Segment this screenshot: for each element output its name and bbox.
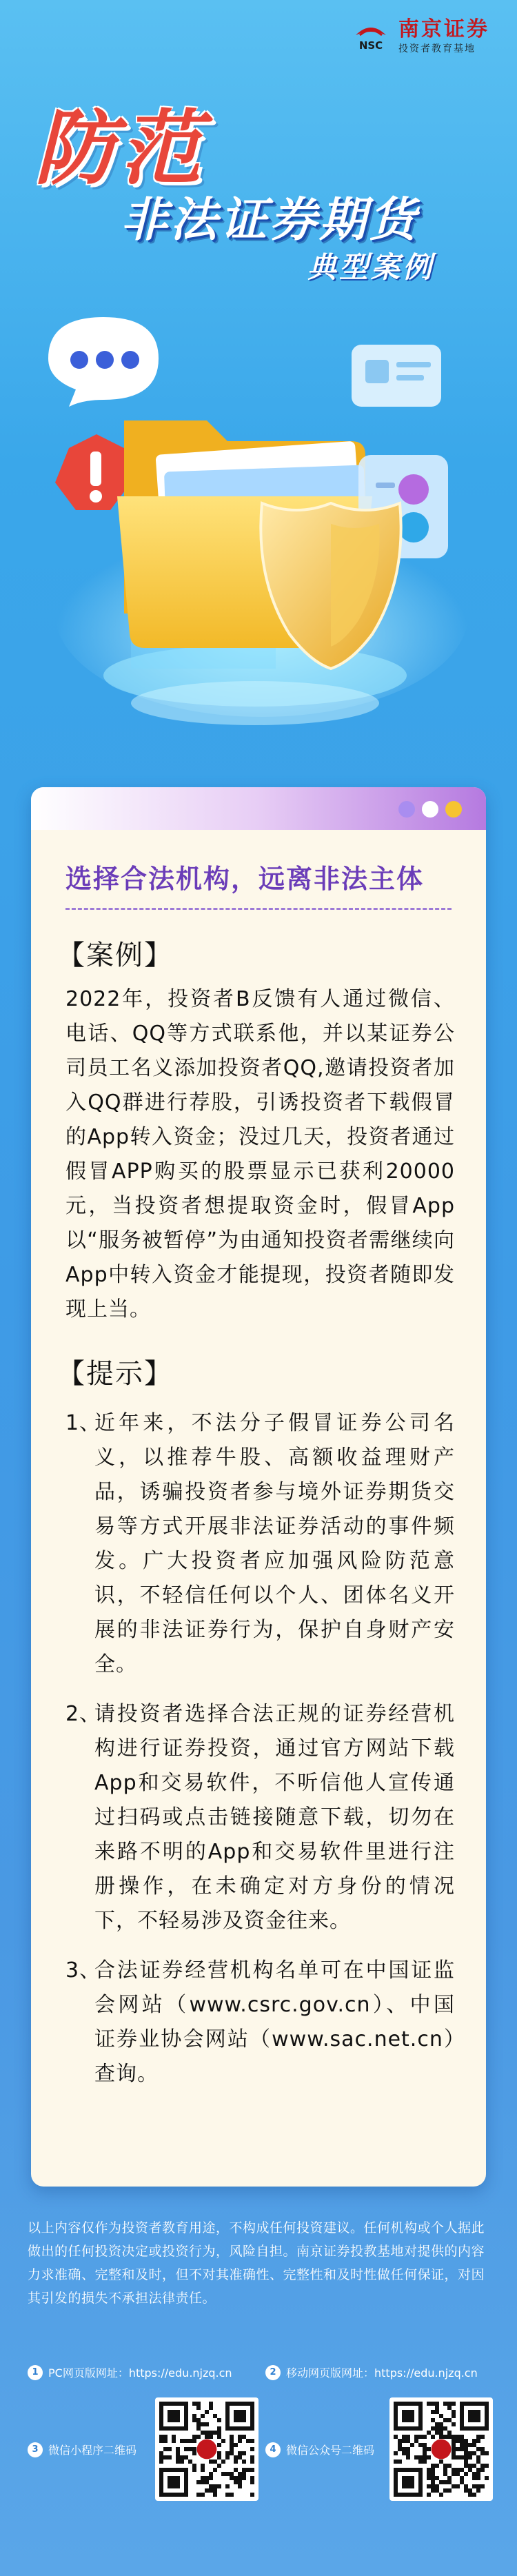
case-text: 2022年，投资者B反馈有人通过微信、电话、QQ等方式联系他，并以某证券公司员工名义添加投资者QQ,邀请投资者加入QQ群进行荐股，引诱投资者下载假冒的App转入资金；没过几天，投资者通过假冒APP购买的股票显示已获利20000元，当投资者想提取资金时，假冒App以“服务被暂停”为由通知投资者需继续向App中转入资金才能提现，投资者随即发现上当。	[65, 987, 455, 1321]
tip-text: 合法证券经营机构名单可在中国证监会网站（www.csrc.gov.cn）、中国证券业协会网站（www.sac.net.cn）查询。	[94, 1958, 455, 2086]
disclaimer-text: 以上内容仅作为投资者教育用途，不构成任何投资建议。任何机构或个人据此做出的任何投资决定或投资行为，风险自担。南京证券投教基地对提供的内容力求准确、完整和及时，但不对其准确性、完整性和及时性做任何保证，对因其引发的损失不承担法律责任。	[28, 2220, 485, 2306]
mini-program-label: 微信小程序二维码	[48, 2444, 137, 2457]
tip-text: 近年来，不法分子假冒证券公司名义，以推荐牛股、高额收益理财产品，诱骗投资者参与境外证券期货交易等方式开展非法证券活动的事件频发。广大投资者应加强风险防范意识，不轻信任何以个人、团体名义开展的非法证券行为，保护自身财产安全。	[94, 1411, 455, 1676]
brand-subtitle: 投资者教育基地	[398, 43, 476, 54]
pc-site-link[interactable]	[28, 2364, 232, 2380]
mobile-site-label: 移动网页版网址：https://edu.njzq.cn	[286, 2366, 478, 2380]
dashed-divider	[65, 908, 452, 910]
logo-text: NSC	[358, 39, 383, 52]
hero-title-line3: 典型案例	[307, 250, 434, 284]
official-account-label: 微信公众号二维码	[286, 2444, 375, 2457]
content-card	[31, 787, 486, 2187]
mobile-site-link[interactable]	[265, 2364, 478, 2380]
official-account-label-row	[265, 2442, 374, 2457]
pc-site-label: PC网页版网址：https://edu.njzq.cn	[48, 2366, 232, 2380]
nsc-logo	[350, 19, 392, 54]
card-header-bar	[31, 787, 486, 830]
brand-name: 南京证券	[398, 17, 489, 41]
tip-number: 3、	[65, 1958, 101, 1982]
number-badge: 1	[28, 2365, 43, 2380]
tip-item	[65, 1697, 455, 1938]
number-badge: 2	[265, 2365, 281, 2380]
tips-label: 【提示】	[57, 1358, 173, 1390]
tip-number: 1、	[65, 1411, 101, 1435]
brand-header	[350, 18, 489, 55]
section-title: 选择合法机构，远离非法主体	[65, 864, 425, 894]
mini-program-qr-code	[155, 2397, 258, 2501]
hero-title-line2: 非法证券期货	[121, 193, 419, 247]
dot-icon	[398, 801, 415, 818]
dot-icon	[445, 801, 462, 818]
tip-item	[65, 1406, 455, 1682]
case-label: 【案例】	[57, 940, 173, 971]
tip-text: 请投资者选择合法正规的证券经营机构进行证券投资，通过官方网站下载App和交易软件，不听信他人宣传通过扫码或点击链接随意下载，切勿在来路不明的App和交易软件里进行注册操作，在未确定对方身份的情况下，不轻易涉及资金往来。	[94, 1702, 455, 1933]
chat-bubble-icon	[48, 317, 159, 407]
number-badge: 3	[28, 2442, 43, 2457]
tip-number: 2、	[65, 1702, 101, 1726]
id-card-icon	[352, 345, 441, 407]
number-badge: 4	[265, 2442, 281, 2457]
folder-shield-illustration	[28, 290, 496, 758]
mini-program-label-row	[28, 2442, 136, 2457]
dot-icon	[422, 801, 438, 818]
tip-item	[65, 1954, 455, 2091]
hero-title-line1: 防范	[34, 101, 206, 196]
official-account-qr-code	[389, 2397, 493, 2501]
